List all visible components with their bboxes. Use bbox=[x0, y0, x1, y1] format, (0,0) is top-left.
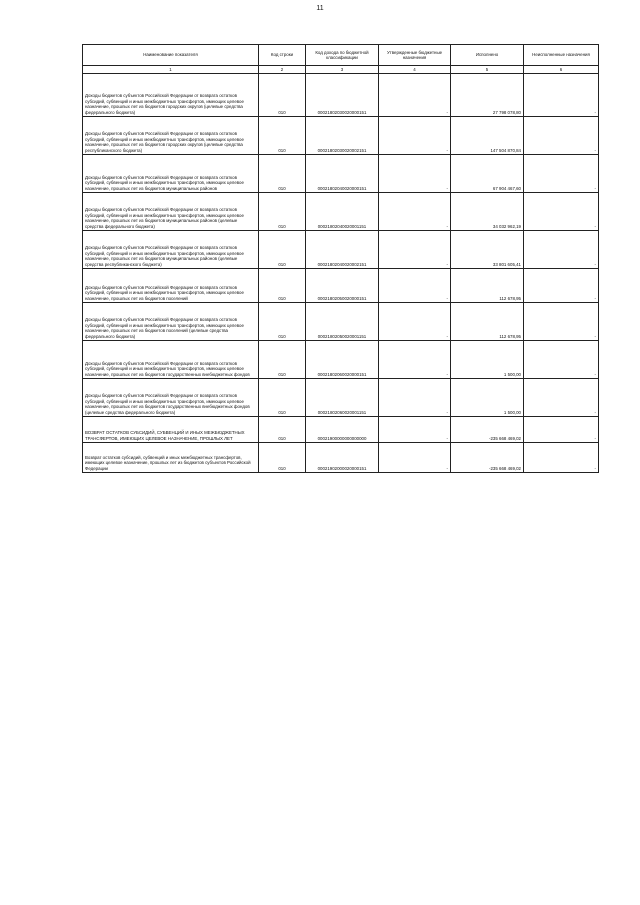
row-revenue-code: 00021802040020001151 bbox=[306, 193, 379, 231]
row-line-code: 010 bbox=[259, 193, 306, 231]
row-indicator-name: Доходы бюджетов субъектов Российской Федерации от возврата остатков субсидий, субвенций и иных межбюджетных трансфертов, имеющих целевое назначение, прошлых лет из бюджетов городских округов (целевые средства республиканского бюджета) bbox=[83, 117, 259, 155]
row-executed: 112 678,95 bbox=[451, 269, 524, 303]
row-executed: 1 500,00 bbox=[451, 379, 524, 417]
row-executed: 112 678,95 bbox=[451, 303, 524, 341]
row-revenue-code: 00021900000000000000 bbox=[306, 417, 379, 443]
column-number: 5 bbox=[451, 66, 524, 74]
row-revenue-code: 00021802050020001151 bbox=[306, 303, 379, 341]
row-executed: 27 798 078,80 bbox=[451, 74, 524, 117]
row-approved: - bbox=[379, 417, 451, 443]
row-unexecuted: - bbox=[524, 155, 599, 193]
table-row bbox=[83, 303, 599, 341]
column-number: 2 bbox=[259, 66, 306, 74]
header-revenue-code: Код дохода по бюджетной классификации bbox=[306, 45, 379, 66]
row-indicator-name: Доходы бюджетов субъектов Российской Федерации от возврата остатков субсидий, субвенций и иных межбюджетных трансфертов, имеющих целевое назначение, прошлых лет из бюджетов муниципальных районов (целевые средства федерального бюджета) bbox=[83, 193, 259, 231]
table-header-row bbox=[83, 45, 599, 66]
row-approved: - bbox=[379, 155, 451, 193]
row-line-code: 010 bbox=[259, 443, 306, 473]
row-approved: - bbox=[379, 303, 451, 341]
row-executed: -235 668 469,02 bbox=[451, 417, 524, 443]
table-row bbox=[83, 231, 599, 269]
row-revenue-code: 00021802050020000151 bbox=[306, 269, 379, 303]
table-row bbox=[83, 443, 599, 473]
row-indicator-name: Доходы бюджетов субъектов Российской Федерации от возврата остатков субсидий, субвенций и иных межбюджетных трансфертов, имеющих целевое назначение, прошлых лет из бюджетов муниципальных районов (целевые средства республиканского бюджета) bbox=[83, 231, 259, 269]
row-executed: 147 504 870,84 bbox=[451, 117, 524, 155]
row-unexecuted: - bbox=[524, 231, 599, 269]
row-executed: -235 668 469,02 bbox=[451, 443, 524, 473]
table-row bbox=[83, 417, 599, 443]
row-indicator-name: Доходы бюджетов субъектов Российской Федерации от возврата остатков субсидий, субвенций и иных межбюджетных трансфертов, имеющих целевое назначение, прошлых лет из бюджетов городских округов (целевые средства федерального бюджета) bbox=[83, 74, 259, 117]
row-indicator-name: Доходы бюджетов субъектов Российской Федерации от возврата остатков субсидий, субвенций и иных межбюджетных трансфертов, имеющих целевое назначение, прошлых лет из бюджетов государственных внебюджетных фондов (целевые средства федерального бюджета) bbox=[83, 379, 259, 417]
table-row bbox=[83, 117, 599, 155]
column-number: 1 bbox=[83, 66, 259, 74]
row-unexecuted: - bbox=[524, 74, 599, 117]
row-revenue-code: 00021802040020002151 bbox=[306, 231, 379, 269]
row-approved: - bbox=[379, 269, 451, 303]
row-unexecuted: - bbox=[524, 443, 599, 473]
row-executed: 67 904 467,60 bbox=[451, 155, 524, 193]
row-line-code: 010 bbox=[259, 117, 306, 155]
row-approved: - bbox=[379, 231, 451, 269]
row-unexecuted: - bbox=[524, 417, 599, 443]
column-number: 6 bbox=[524, 66, 599, 74]
row-executed: 1 500,00 bbox=[451, 341, 524, 379]
row-indicator-name: Доходы бюджетов субъектов Российской Федерации от возврата остатков субсидий, субвенций и иных межбюджетных трансфертов, имеющих целевое назначение, прошлых лет из бюджетов поселений bbox=[83, 269, 259, 303]
row-line-code: 010 bbox=[259, 341, 306, 379]
row-executed: 34 032 962,19 bbox=[451, 193, 524, 231]
header-indicator-name: Наименование показателя bbox=[83, 45, 259, 66]
header-line-code: Код строки bbox=[259, 45, 306, 66]
row-line-code: 010 bbox=[259, 231, 306, 269]
table-row bbox=[83, 155, 599, 193]
row-unexecuted: - bbox=[524, 379, 599, 417]
row-indicator-name: ВОЗВРАТ ОСТАТКОВ СУБСИДИЙ, СУБВЕНЦИЙ И ИНЫХ МЕЖБЮДЖЕТНЫХ ТРАНСФЕРТОВ, ИМЕЮЩИХ ЦЕЛЕВОЕ НАЗНАЧЕНИЕ, ПРОШЛЫХ ЛЕТ bbox=[83, 417, 259, 443]
row-revenue-code: 00021802040020000151 bbox=[306, 155, 379, 193]
row-revenue-code: 00021802030020000151 bbox=[306, 74, 379, 117]
table-row bbox=[83, 193, 599, 231]
report-table bbox=[82, 44, 599, 473]
header-executed: Исполнено bbox=[451, 45, 524, 66]
row-executed: 33 801 605,41 bbox=[451, 231, 524, 269]
header-approved: Утвержденные бюджетные назначения bbox=[379, 45, 451, 66]
row-line-code: 010 bbox=[259, 379, 306, 417]
column-number-row bbox=[83, 66, 599, 74]
row-indicator-name: Доходы бюджетов субъектов Российской Федерации от возврата остатков субсидий, субвенций и иных межбюджетных трансфертов, имеющих целевое назначение, прошлых лет из бюджетов муниципальных районов bbox=[83, 155, 259, 193]
page-number: 11 bbox=[316, 5, 324, 12]
table-row bbox=[83, 379, 599, 417]
row-indicator-name: Доходы бюджетов субъектов Российской Федерации от возврата остатков субсидий, субвенций и иных межбюджетных трансфертов, имеющих целевое назначение, прошлых лет из бюджетов государственных внебюджетных фондов bbox=[83, 341, 259, 379]
row-line-code: 010 bbox=[259, 269, 306, 303]
row-indicator-name: Возврат остатков субсидий, субвенций и иных межбюджетных трансфертов, имеющих целевое назначение, прошлых лет из бюджетов субъектов Российской Федерации bbox=[83, 443, 259, 473]
row-unexecuted: - bbox=[524, 303, 599, 341]
row-approved: - bbox=[379, 379, 451, 417]
row-revenue-code: 00021802060020000151 bbox=[306, 341, 379, 379]
row-line-code: 010 bbox=[259, 303, 306, 341]
column-number: 3 bbox=[306, 66, 379, 74]
row-approved: - bbox=[379, 341, 451, 379]
table-row bbox=[83, 341, 599, 379]
row-unexecuted: - bbox=[524, 117, 599, 155]
row-unexecuted: - bbox=[524, 193, 599, 231]
row-revenue-code: 00021902000020000151 bbox=[306, 443, 379, 473]
row-unexecuted: - bbox=[524, 269, 599, 303]
row-line-code: 010 bbox=[259, 74, 306, 117]
row-unexecuted: - bbox=[524, 341, 599, 379]
row-approved: - bbox=[379, 74, 451, 117]
table-row bbox=[83, 269, 599, 303]
row-approved: - bbox=[379, 117, 451, 155]
header-unexecuted: Неисполненные назначения bbox=[524, 45, 599, 66]
row-line-code: 010 bbox=[259, 417, 306, 443]
column-number: 4 bbox=[379, 66, 451, 74]
row-approved: - bbox=[379, 193, 451, 231]
table-row bbox=[83, 74, 599, 117]
row-revenue-code: 00021802060020001151 bbox=[306, 379, 379, 417]
row-approved: - bbox=[379, 443, 451, 473]
row-indicator-name: Доходы бюджетов субъектов Российской Федерации от возврата остатков субсидий, субвенций и иных межбюджетных трансфертов, имеющих целевое назначение, прошлых лет из бюджетов поселений (целевые средства федерального бюджета) bbox=[83, 303, 259, 341]
row-revenue-code: 00021802030020002151 bbox=[306, 117, 379, 155]
row-line-code: 010 bbox=[259, 155, 306, 193]
